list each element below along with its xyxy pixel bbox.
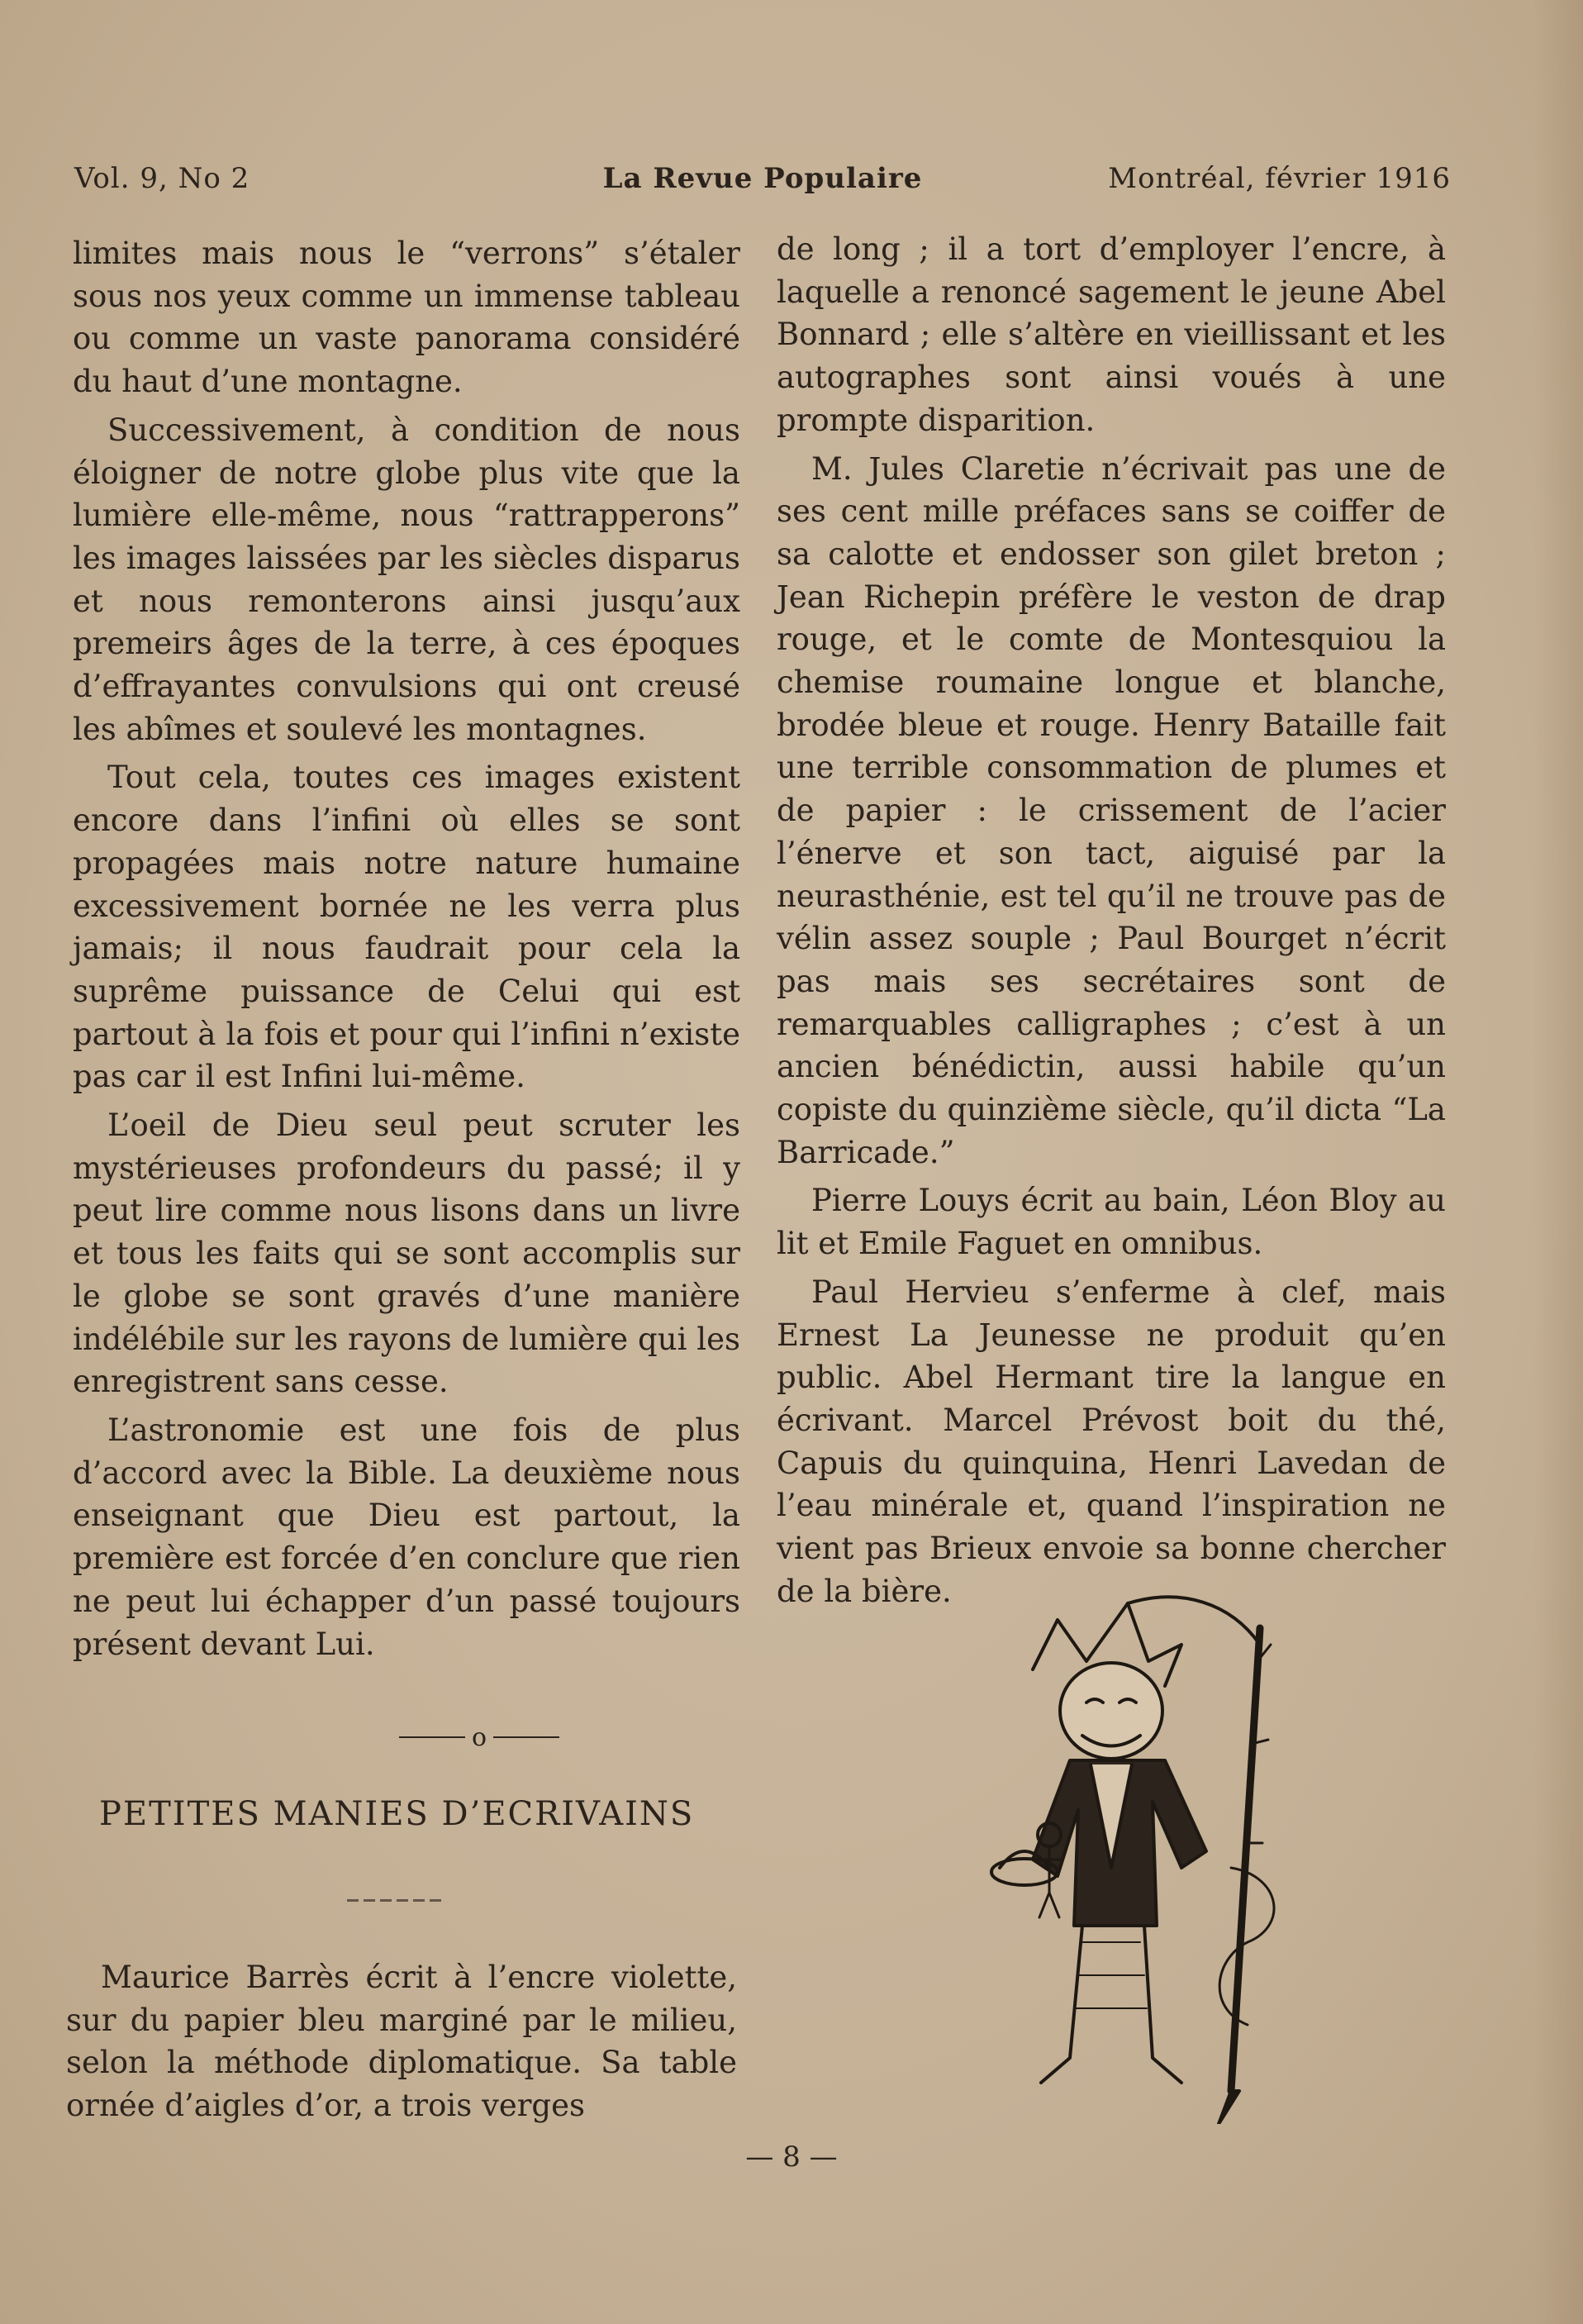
separator-line bbox=[493, 1736, 559, 1738]
running-header bbox=[74, 162, 1451, 203]
page-number: — 8 — bbox=[745, 2141, 838, 2174]
paragraph: Successivement, à condition de nous éloigner de notre globe plus vite que la lumière elle-même, nous “rattrapperons” les images laissées par les siècles disparus et nous remonterons ainsi jusqu’aux premeirs âges de la terre, à ces époques d’effrayantes convulsions qui ont creusé les abîmes et soulevé les montagnes. bbox=[73, 412, 740, 747]
page-edge-stain bbox=[1533, 0, 1583, 2324]
paragraph: M. Jules Claretie n’écrivait pas une de ses cent mille préfaces sans se coiffer de sa calotte et endosser son gilet breton ; Jean Richepin préfère le veston de drap rouge, et le comte de Montesquiou la chemise roumaine longue et blanche, brodée bleue et rouge. Henry Bataille fait une terrible consommation de plumes et de papier : le crissement de l’acier l’énerve et son tact, aiguisé par la neurasthénie, est tel qu’il ne trouve pas de vélin assez souple ; Paul Bourget n’écrit pas mais ses secrétaires sont de remarquables calligraphes ; c’est à un ancien bénédictin, aussi habile qu’un copiste du quinzième siècle, qu’il dicta “La Barricade.” bbox=[777, 450, 1446, 1170]
paragraph: L’astronomie est une fois de plus d’accord avec la Bible. La deuxième nous enseignant que Dieu est partout, la première est forcée d’en conclure que rien ne peut lui échapper d’un passé toujours présent devant Lui. bbox=[73, 1412, 740, 1662]
paragraph: de long ; il a tort d’employer l’encre, à laquelle a renoncé sagement le jeune Abel Bonnard ; elle s’altère en vieillissant et les autographes sont ainsi voués à une prompte disparition. bbox=[777, 231, 1446, 438]
paragraph: Pierre Louys écrit au bain, Léon Bloy au lit et Emile Faguet en omnibus. bbox=[777, 1183, 1446, 1262]
place-date: Montréal, février 1916 bbox=[1108, 162, 1451, 195]
paragraph: Paul Hervieu s’enferme à clef, mais Ernest La Jeunesse ne produit qu’en public. Abel Hermant tire la langue en écrivant. Marcel Prévost boit du thé, Capuis du quinquina, Henri Lavedan de l’eau minérale et, quand l’inspiration ne vient pas Brieux envoie sa bonne chercher de la bière. bbox=[777, 1274, 1446, 1609]
paragraph: Tout cela, toutes ces images existent encore dans l’infini où elles se sont propagées mais notre nature humaine excessivement bornée ne les verra plus jamais; il nous faudrait pour cela la suprême puissance de Celui qui est partout à la fois et pour qui l’infini n’existe pas car il est Infini lui-même. bbox=[73, 760, 740, 1095]
volume-number: Vol. 9, No 2 bbox=[74, 162, 250, 195]
section-title: PETITES MANIES D’ECRIVAINS bbox=[99, 1795, 695, 1833]
right-column bbox=[777, 228, 1446, 1619]
journal-title: La Revue Populaire bbox=[602, 162, 923, 195]
paragraph: Maurice Barrès écrit à l’encre violette, sur du papier bleu marginé par le milieu, selon la méthode diplomatique. Sa table ornée d’aigles d’or, a trois verges bbox=[66, 1960, 737, 2124]
title-rule bbox=[347, 1899, 446, 1902]
paragraph: L’oeil de Dieu seul peut scruter les mystérieuses profondeurs du passé; il y peut lire comme nous lisons dans un livre et tous les faits qui se sont accomplis sur le globe se sont gravés d’une manière indélébile sur les rayons de lumière qui les enregistrent sans cesse. bbox=[73, 1107, 740, 1400]
section-separator bbox=[355, 1722, 603, 1752]
section-body bbox=[66, 1956, 737, 2133]
separator-line bbox=[399, 1736, 465, 1738]
jester-writer-illustration bbox=[934, 1595, 1355, 2124]
separator-mark: o bbox=[471, 1722, 487, 1752]
left-column bbox=[73, 232, 740, 1671]
paragraph: limites mais nous le “verrons” s’étaler sous nos yeux comme un immense tableau ou comme un vaste panorama considéré du haut d’une montagne. bbox=[73, 236, 740, 400]
